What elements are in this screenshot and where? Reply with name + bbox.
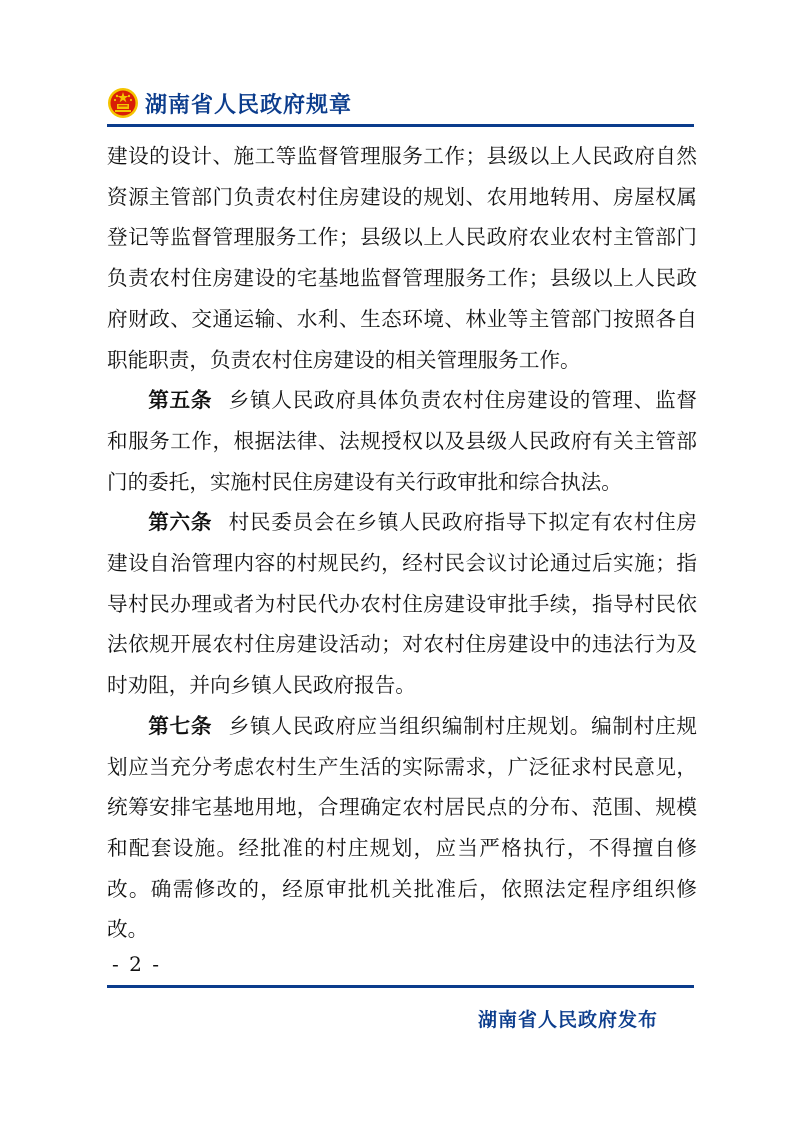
article-title: 第六条 xyxy=(148,510,213,535)
article-6 xyxy=(107,502,697,706)
header-title: 湖南省人民政府规章 xyxy=(145,92,353,118)
article-text: 村民委员会在乡镇人民政府指导下拟定有农村住房建设自治管理内容的村规民约，经村民会议讨论通过后实施；指导村民办理或者为村民代办农村住房建设审批手续，指导村民依法依规开展农村住房建设活动；对农村住房建设中的违法行为及时劝阻，并向乡镇人民政府报告。 xyxy=(107,510,697,698)
header-divider xyxy=(107,124,694,127)
footer-publisher: 湖南省人民政府发布 xyxy=(478,1009,659,1031)
article-text: 乡镇人民政府具体负责农村住房建设的管理、监督和服务工作，根据法律、法规授权以及县级人民政府有关主管部门的委托，实施村民住房建设有关行政审批和综合执法。 xyxy=(107,388,697,494)
article-5 xyxy=(107,380,697,502)
footer-divider xyxy=(107,985,694,988)
document-body xyxy=(107,136,697,950)
page-header xyxy=(107,86,352,120)
national-emblem-icon xyxy=(107,87,139,119)
article-7 xyxy=(107,706,697,950)
article-title: 第七条 xyxy=(148,713,213,738)
page-number: - 2 - xyxy=(112,952,161,976)
continuation-paragraph: 建设的设计、施工等监督管理服务工作；县级以上人民政府自然资源主管部门负责农村住房建设的规划、农用地转用、房屋权属登记等监督管理服务工作；县级以上人民政府农业农村主管部门负责农村住房建设的宅基地监督管理服务工作；县级以上人民政府财政、交通运输、水利、生态环境、林业等主管部门按照各自职能职责，负责农村住房建设的相关管理服务工作。 xyxy=(107,144,697,372)
article-title: 第五条 xyxy=(148,388,213,413)
article-text: 乡镇人民政府应当组织编制村庄规划。编制村庄规划应当充分考虑农村生产生活的实际需求，广泛征求村民意见，统筹安排宅基地用地，合理确定农村居民点的分布、范围、规模和配套设施。经批准的村庄规划，应当严格执行，不得擅自修改。确需修改的，经原审批机关批准后，依照法定程序组织修改。 xyxy=(107,713,697,942)
